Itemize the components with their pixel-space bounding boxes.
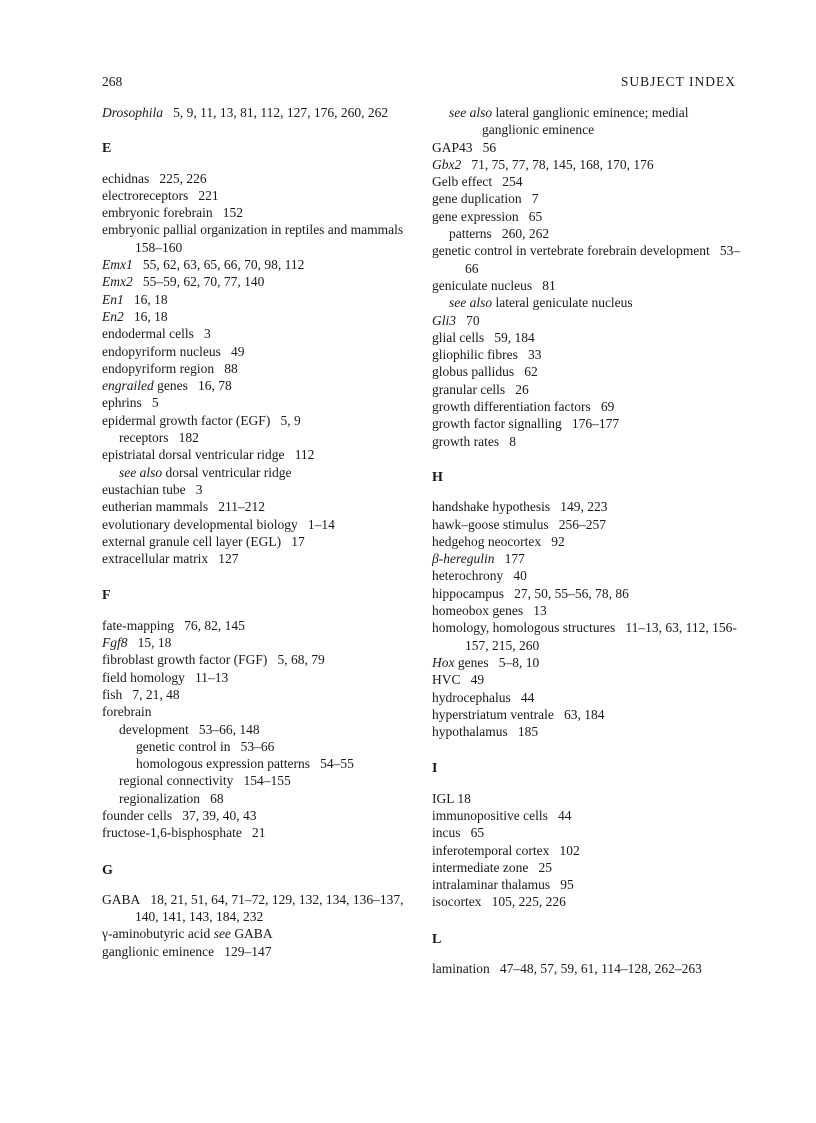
index-locators: 56 (472, 139, 497, 155)
index-locators: 69 (590, 399, 615, 415)
index-locators: 53–66, 148 (188, 721, 260, 737)
index-term: genes (157, 378, 188, 394)
index-locators: 3 (193, 326, 211, 342)
index-entry (432, 346, 744, 363)
index-term: development (119, 721, 189, 737)
index-entry (432, 876, 744, 893)
index-term: Emx1 (102, 257, 133, 273)
index-term: fish (102, 686, 123, 702)
index-entry (102, 204, 414, 221)
index-locators: 16, 18 (123, 291, 168, 307)
index-entry (432, 173, 744, 190)
index-entry (102, 325, 414, 342)
index-entry (102, 721, 414, 738)
index-locators: 7, 21, 48 (122, 686, 180, 702)
index-term: fibroblast growth factor (FGF) (102, 652, 268, 668)
index-term: Fgf8 (102, 635, 128, 651)
index-entry (102, 669, 414, 686)
index-entry (432, 567, 744, 584)
index-term: receptors (119, 430, 169, 446)
index-letter-heading: E (102, 141, 112, 157)
index-locators: 68 (199, 790, 224, 806)
index-entry (432, 242, 744, 277)
index-term: homology, homologous structures (432, 620, 616, 636)
index-term: IGL (432, 790, 454, 806)
index-entry (102, 446, 414, 463)
index-entry (432, 706, 744, 723)
index-term: field homology (102, 669, 185, 685)
page-number: 268 (102, 74, 123, 89)
index-locators: 256–257 (548, 516, 606, 532)
index-locators: 81 (532, 277, 556, 293)
index-locators: 44 (510, 689, 535, 705)
index-locators: 21 (241, 825, 266, 841)
index-entry (102, 738, 414, 755)
index-entry (432, 790, 744, 807)
index-entry (432, 824, 744, 841)
index-term: immunopositive cells (432, 807, 548, 823)
see-label: see (210, 926, 235, 942)
index-term: Emx2 (102, 274, 133, 290)
index-entry (432, 893, 744, 910)
index-locators: GABA (234, 926, 273, 942)
index-term: founder cells (102, 807, 173, 823)
index-locators: 15, 18 (127, 635, 172, 651)
index-term: lateral geniculate nucleus (495, 295, 633, 311)
index-term: epidermal growth factor (EGF) (102, 412, 271, 428)
index-term: genetic control in vertebrate forebrain development (432, 243, 710, 259)
index-entry (102, 651, 414, 668)
index-term: external granule cell layer (EGL) (102, 533, 282, 549)
index-entry (432, 381, 744, 398)
index-locators: 13 (523, 603, 547, 619)
index-entry (102, 308, 414, 325)
index-locators: 25 (528, 859, 552, 875)
index-locators: 5–8, 10 (488, 654, 540, 670)
index-entry (432, 859, 744, 876)
index-entry (102, 412, 414, 429)
index-column-right (432, 104, 744, 977)
index-term: patterns (449, 226, 492, 242)
index-locators: 95 (550, 877, 574, 893)
index-entry (102, 703, 414, 720)
index-term: genetic control in (136, 738, 231, 754)
index-entry (432, 533, 744, 550)
index-locators: 221 (188, 187, 219, 203)
index-locators: 7 (521, 191, 539, 207)
index-locators: 3 (185, 481, 203, 497)
index-locators: 71, 75, 77, 78, 145, 168, 170, 176 (461, 156, 654, 172)
index-locators: 127 (208, 551, 239, 567)
index-locators: 225, 226 (149, 170, 207, 186)
index-locators: 49 (220, 343, 245, 359)
index-term: Drosophila (102, 105, 164, 120)
index-term: Gelb effect (432, 174, 493, 190)
index-term: electroreceptors (102, 187, 189, 203)
index-column-left (102, 104, 414, 960)
index-locators: 17 (281, 533, 305, 549)
index-entry (102, 925, 414, 942)
index-letter-heading: H (432, 469, 443, 485)
index-term: En2 (102, 308, 124, 324)
index-term: dorsal ventricular ridge (165, 464, 292, 480)
index-entry (102, 533, 414, 550)
index-term: En1 (102, 291, 124, 307)
index-locators: 5, 9 (270, 412, 301, 428)
index-entry (432, 156, 744, 173)
index-entry (432, 329, 744, 346)
index-entry (432, 225, 744, 242)
index-locators: 33 (517, 347, 542, 363)
index-entry (102, 464, 414, 481)
index-entry (102, 481, 414, 498)
index-entry (432, 842, 744, 859)
index-entry (102, 256, 414, 273)
index-locators: 54–55 (309, 756, 354, 772)
index-term: extracellular matrix (102, 551, 209, 567)
index-term: echidnas (102, 170, 150, 186)
see-also-label: see also (119, 464, 166, 480)
index-locators: 18, 21, 51, 64, 71–72, 129, 132, 134, 136–137, 140, 141, 143, 184, 232 (135, 891, 404, 925)
index-term: endodermal cells (102, 326, 194, 342)
index-entry (102, 360, 414, 377)
index-entry (102, 377, 414, 394)
index-term: isocortex (432, 894, 482, 910)
index-entry (102, 807, 414, 824)
index-entry (432, 139, 744, 156)
index-entry (102, 516, 414, 533)
index-entry (432, 689, 744, 706)
index-locators: 53–66 (465, 243, 741, 276)
index-term: lateral ganglionic eminence; medial ganglionic eminence (482, 105, 692, 138)
index-entry (432, 433, 744, 450)
index-term: incus (432, 825, 461, 841)
index-letter-heading: I (432, 761, 438, 777)
index-entry (432, 723, 744, 740)
index-entry (432, 208, 744, 225)
index-term: geniculate nucleus (432, 277, 533, 293)
index-term: hedgehog neocortex (432, 533, 542, 549)
index-entry (432, 312, 744, 329)
index-term: growth differentiation factors (432, 399, 591, 415)
index-term: hydrocephalus (432, 689, 511, 705)
index-term: globus pallidus (432, 364, 515, 380)
index-term: fructose-1,6-bisphosphate (102, 825, 242, 841)
index-entry (102, 772, 414, 789)
index-entry (432, 550, 744, 567)
index-entry (102, 394, 414, 411)
index-locators: 260, 262 (491, 226, 550, 242)
index-term: β-heregulin (432, 551, 495, 567)
index-term: hippocampus (432, 585, 504, 601)
index-locators: 112 (284, 447, 315, 463)
index-entry (432, 516, 744, 533)
index-term: epistriatal dorsal ventricular ridge (102, 447, 285, 463)
index-locators: 1–14 (297, 516, 335, 532)
index-locators: 11–13, 63, 112, 156-157, 215, 260 (465, 620, 737, 653)
index-term: lamination (432, 961, 490, 977)
index-term: endopyriform nucleus (102, 343, 221, 359)
index-locators: 185 (507, 724, 539, 740)
index-entry (432, 602, 744, 619)
index-term-italic: Hox (432, 654, 458, 670)
index-locators: 18 (454, 790, 471, 806)
index-entry (102, 891, 414, 926)
running-title: SUBJECT INDEX (620, 74, 736, 89)
index-entry (102, 790, 414, 807)
index-term: handshake hypothesis (432, 499, 551, 515)
index-entry (102, 221, 414, 256)
index-locators: 44 (547, 807, 572, 823)
index-entry (102, 170, 414, 187)
index-entry (102, 755, 414, 772)
index-term: regional connectivity (119, 773, 234, 789)
index-locators: 16, 18 (123, 308, 168, 324)
index-term: eustachian tube (102, 481, 186, 497)
index-entry (102, 429, 414, 446)
index-locators: 70 (456, 312, 480, 328)
index-locators: 5, 68, 79 (267, 652, 325, 668)
index-locators: 5 (141, 395, 159, 411)
index-term: growth factor signalling (432, 416, 562, 432)
index-term: embryonic pallial organization in reptiles and mammals (102, 222, 404, 238)
index-locators: 63, 184 (553, 706, 605, 722)
index-entry (432, 498, 744, 515)
index-entry (102, 943, 414, 960)
index-entry (102, 550, 414, 567)
index-term: glial cells (432, 329, 485, 345)
index-locators: 105, 225, 226 (481, 894, 566, 910)
index-locators: 149, 223 (550, 499, 608, 515)
index-term: regionalization (119, 790, 200, 806)
index-term: intralaminar thalamus (432, 877, 551, 893)
see-also-label: see also (449, 105, 496, 120)
index-locators: 92 (541, 533, 565, 549)
index-locators: 40 (503, 568, 527, 584)
index-entry (432, 619, 744, 654)
index-term: homologous expression patterns (136, 756, 310, 772)
index-entry (432, 398, 744, 415)
index-term: γ-aminobutyric acid (102, 926, 211, 942)
index-locators: 88 (214, 360, 238, 376)
index-term: forebrain (102, 704, 152, 720)
index-entry (102, 104, 414, 121)
index-entry (432, 654, 744, 671)
index-locators: 76, 82, 145 (173, 617, 245, 633)
index-term: hawk–goose stimulus (432, 516, 549, 532)
index-locators: 26 (505, 381, 529, 397)
index-entry (102, 343, 414, 360)
index-term: HVC (432, 672, 461, 688)
index-locators: 37, 39, 40, 43 (172, 807, 257, 823)
index-term: hypothalamus (432, 724, 508, 740)
index-letter-heading: G (102, 862, 113, 878)
page-header (102, 74, 736, 92)
index-term: GAP43 (432, 139, 473, 155)
index-locators: 211–212 (208, 499, 265, 515)
index-locators: 5, 9, 11, 13, 81, 112, 127, 176, 260, 262 (163, 105, 389, 120)
index-locators: 53–66 (230, 738, 275, 754)
index-entry (102, 617, 414, 634)
index-locators: 254 (492, 174, 523, 190)
index-locators: 102 (549, 842, 580, 858)
index-term: Gbx2 (432, 156, 462, 172)
index-entry (432, 277, 744, 294)
index-locators: 158–160 (135, 222, 410, 255)
index-entry (432, 363, 744, 380)
index-term: genes (457, 654, 489, 670)
index-entry (102, 634, 414, 651)
index-letter-heading: L (432, 931, 442, 947)
index-locators: 182 (168, 430, 199, 446)
index-entry (432, 807, 744, 824)
index-term: embryonic forebrain (102, 205, 213, 221)
index-entry (432, 960, 744, 977)
index-locators: 16, 78 (187, 378, 232, 394)
index-letter-heading: F (102, 588, 111, 604)
index-entry (432, 585, 744, 602)
index-term: ephrins (102, 395, 142, 411)
index-term: gene duplication (432, 191, 522, 207)
index-term: inferotemporal cortex (432, 842, 550, 858)
index-term: growth rates (432, 433, 500, 449)
index-locators: 59, 184 (484, 329, 535, 345)
index-term: GABA (102, 891, 141, 907)
index-entry (432, 671, 744, 688)
index-locators: 129–147 (214, 943, 272, 959)
index-locators: 47–48, 57, 59, 61, 114–128, 262–263 (489, 961, 702, 977)
index-locators: 176–177 (561, 416, 620, 432)
index-term: ganglionic eminence (102, 943, 215, 959)
index-entry (432, 294, 744, 311)
index-term: eutherian mammals (102, 499, 209, 515)
index-locators: 8 (499, 433, 516, 449)
index-locators: 49 (460, 672, 485, 688)
index-entry (102, 686, 414, 703)
index-term: Gli3 (432, 312, 457, 328)
see-also-label: see also (449, 295, 496, 311)
index-term-italic: engrailed (102, 378, 158, 394)
index-entry (432, 415, 744, 432)
index-locators: 55, 62, 63, 65, 66, 70, 98, 112 (132, 257, 305, 273)
index-locators: 65 (518, 208, 543, 224)
index-entry (102, 273, 414, 290)
index-entry (432, 190, 744, 207)
index-locators: 62 (514, 364, 538, 380)
index-entry (102, 187, 414, 204)
index-term: granular cells (432, 381, 506, 397)
index-entry (102, 498, 414, 515)
index-term: hyperstriatum ventrale (432, 706, 554, 722)
index-term: heterochrony (432, 568, 504, 584)
index-term: endopyriform region (102, 360, 215, 376)
index-term: gene expression (432, 208, 519, 224)
index-locators: 152 (212, 205, 243, 221)
index-locators: 177 (494, 551, 525, 567)
index-entry (102, 291, 414, 308)
index-entry (102, 824, 414, 841)
index-locators: 27, 50, 55–56, 78, 86 (504, 585, 629, 601)
index-term: intermediate zone (432, 859, 529, 875)
index-locators: 154–155 (233, 773, 291, 789)
index-locators: 11–13 (184, 669, 229, 685)
index-locators: 65 (460, 825, 485, 841)
index-locators: 55–59, 62, 70, 77, 140 (132, 274, 265, 290)
index-term: gliophilic fibres (432, 347, 518, 363)
index-term: homeobox genes (432, 603, 524, 619)
index-term: evolutionary developmental biology (102, 516, 298, 532)
index-entry (432, 104, 744, 139)
index-term: fate-mapping (102, 617, 174, 633)
